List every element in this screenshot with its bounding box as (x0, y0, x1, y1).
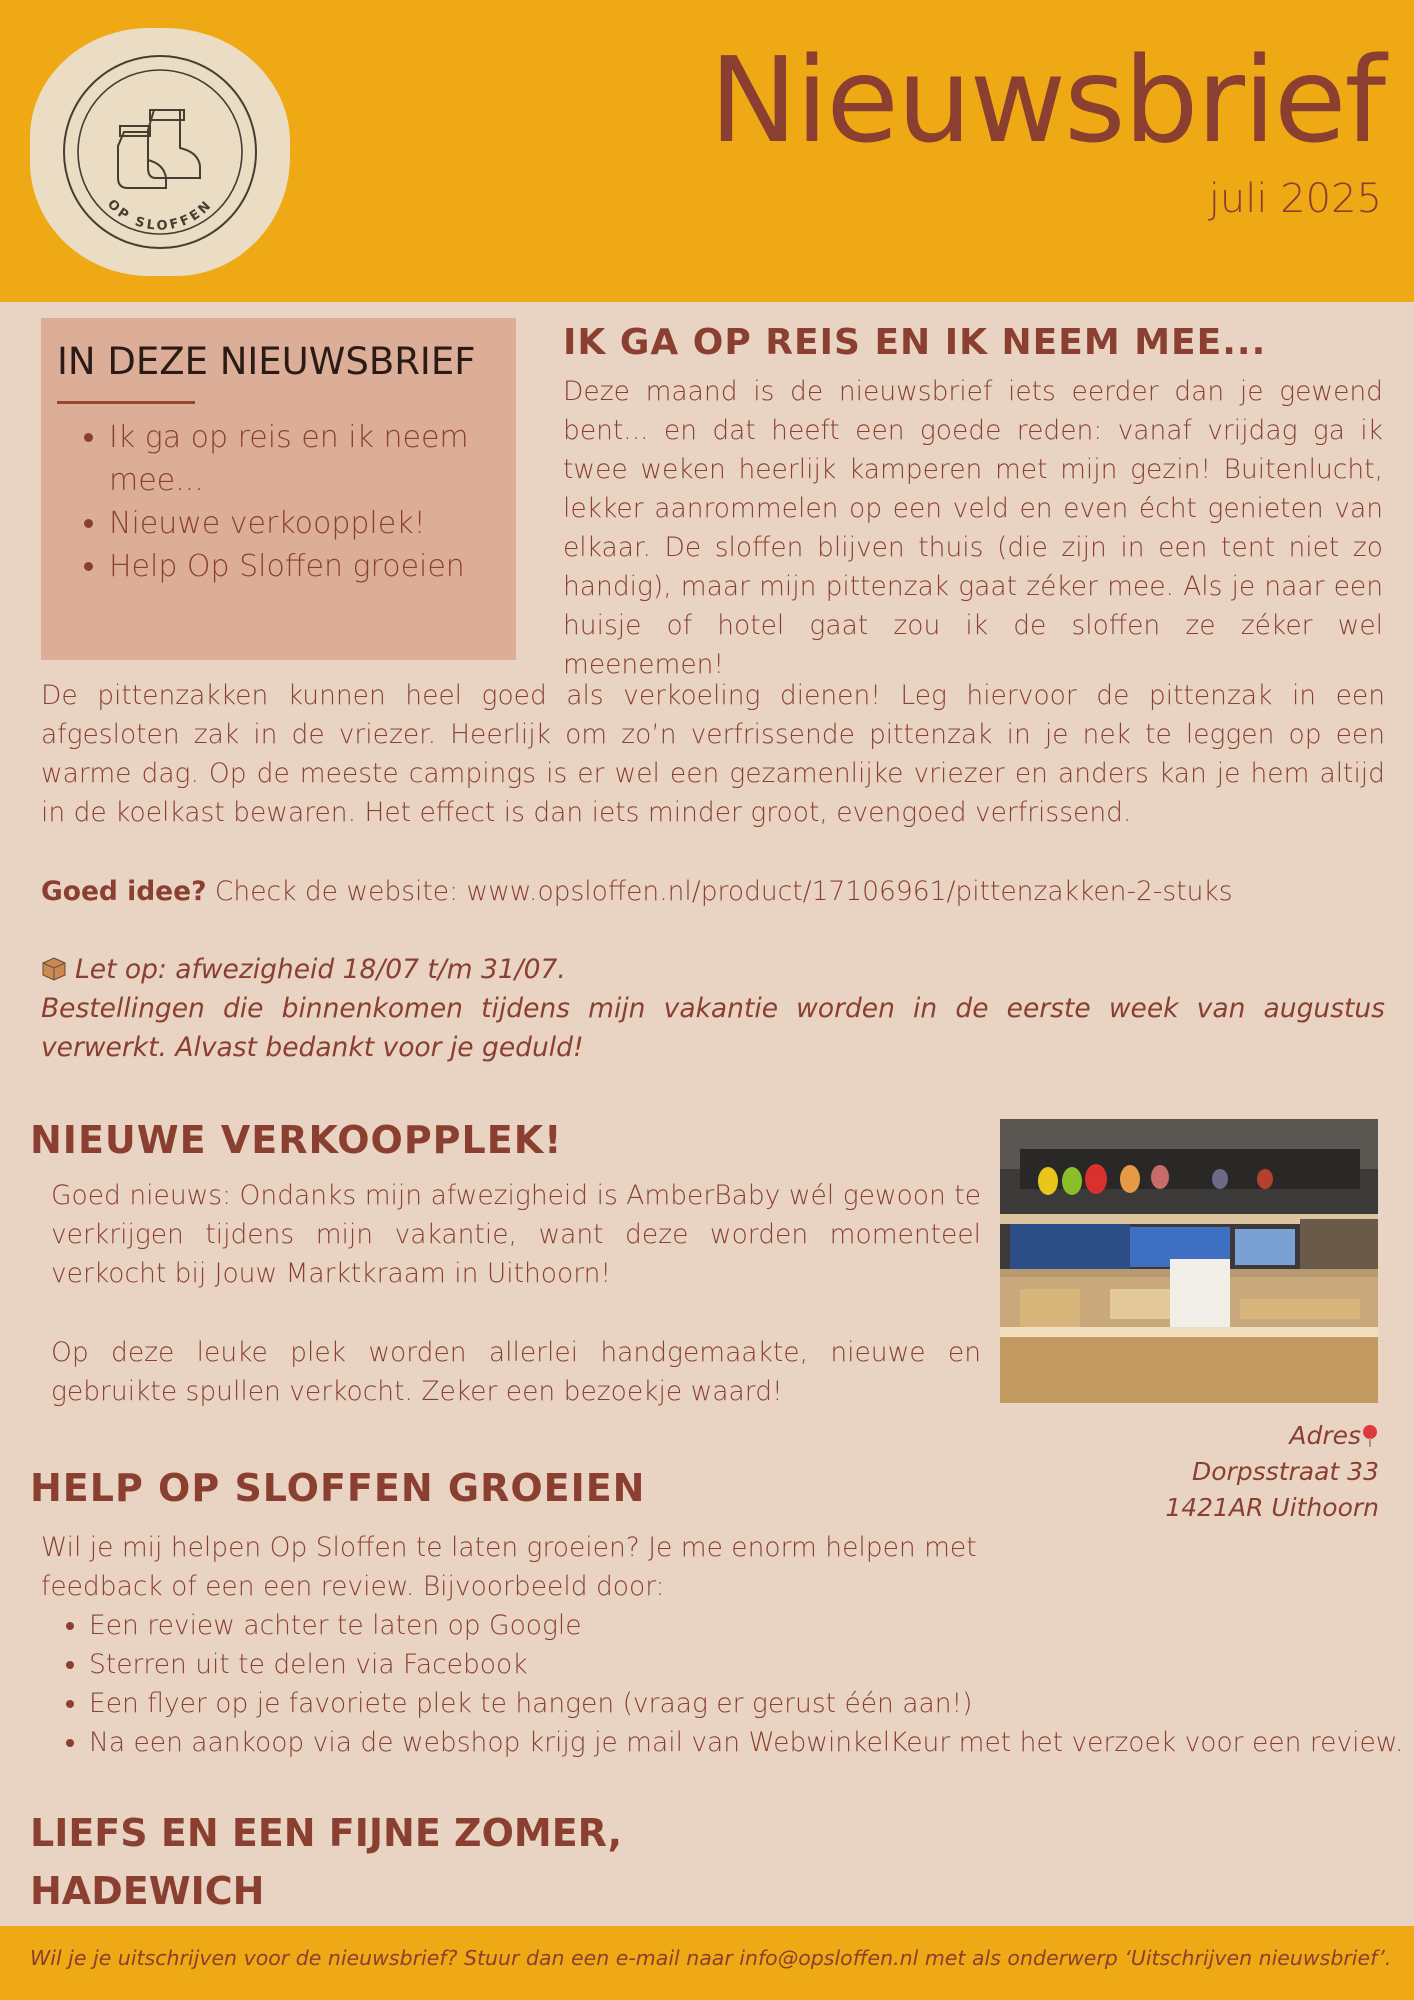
help-item: • Een review achter te laten op Google (89, 1606, 1414, 1645)
section-intro: Deze maand is de nieuwsbrief iets eerder dan je gewend bent... en dat heeft een goede reden: vanaf vrijdag ga ik twee weken heerlijk kamperen met mijn gezin! Buitenlucht, lekker aanrommelen op een veld en even écht genieten van elkaar. De sloffen blijven thuis (die zijn in een tent niet zo handig), maar mijn pittenzak gaat zéker mee. Als je naar een huisje of hotel gaat zou ik de sloffen ze zéker wel meenemen! (563, 376, 1383, 680)
closing-signature (30, 1804, 622, 1920)
tip-label: Goed idee? (41, 876, 207, 907)
section-body: De pittenzakken kunnen heel goed als verkoeling dienen! Leg hiervoor de pittenzak in een afgesloten zak in de vriezer. Heerlijk om zo’n verfrissende pittenzak in je nek te leggen op een warme dag. Op de meeste campings is er wel een gezamenlijke vriezer en anders kan je hem altijd in de koelkast bewaren. Het effect is dan iets minder groot, evengoed verfrissend. (41, 680, 1385, 828)
toc-box (41, 318, 516, 660)
address-street: Dorpsstraat 33 (1191, 1457, 1379, 1486)
svg-text:OP SLOFFEN: OP SLOFFEN (104, 196, 216, 234)
store-paragraph-2: Op deze leuke plek worden allerlei handgemaakte, nieuwe en gebruikte spullen verkocht. Zeker een bezoekje waard! (51, 1337, 981, 1407)
help-item: • Na een aankoop via de webshop krijg je mail van WebwinkelKeur met het verzoek voor een review. (89, 1723, 1414, 1762)
page-title: Nieuwsbrief (709, 31, 1384, 169)
tip-link[interactable]: Check de website: www.opsloffen.nl/product/17106961/pittenzakken-2-stuks (206, 876, 1233, 907)
help-item: • Sterren uit te delen via Facebook (89, 1645, 1414, 1684)
footer (0, 1926, 1414, 2000)
toc-list (57, 416, 549, 588)
toc-title: IN DEZE NIEUWSBRIEF (57, 340, 476, 383)
notice (41, 950, 1385, 1067)
help-item: • Een flyer op je favoriete plek te hangen (vraag er gerust één aan!) (89, 1684, 1414, 1723)
store-paragraph-1: Goed nieuws: Ondanks mijn afwezigheid is AmberBaby wél gewoon te verkrijgen tijdens mijn vakantie, want deze worden momenteel verkocht bij Jouw Marktkraam in Uithoorn! (51, 1180, 981, 1289)
closing-line: LIEFS EN EEN FIJNE ZOMER, (30, 1811, 623, 1855)
section-heading-help: HELP OP SLOFFEN GROEIEN (30, 1466, 646, 1510)
notice-text: Bestellingen die binnenkomen tijdens mijn vakantie worden in de eerste week van augustus verwerkt. Alvast bedankt voor je geduld! (41, 993, 1385, 1063)
market-stall-photo (1000, 1119, 1378, 1403)
notice-title: Let op: afwezigheid 18/07 t/m 31/07. (75, 954, 566, 985)
issue-date: juli 2025 (1208, 176, 1382, 222)
help-intro: Wil je mij helpen Op Sloffen te laten groeien? Je me enorm helpen met feedback of een een review. Bijvoorbeeld door: (41, 1532, 977, 1602)
toc-item: • Ik ga op reis en ik neem mee... (109, 416, 549, 502)
tip-paragraph (41, 872, 1385, 911)
signature-name: HADEWICH (30, 1869, 265, 1913)
slipper-logo-icon (30, 28, 290, 276)
map-pin-icon (1361, 1424, 1379, 1448)
section-heading-travel: IK GA OP REIS EN IK NEEM MEE... (563, 322, 1267, 363)
toc-item: • Nieuwe verkoopplek! (109, 502, 549, 545)
toc-item: • Help Op Sloffen groeien (109, 545, 549, 588)
address-label: Adres (1289, 1421, 1361, 1450)
unsubscribe-text: Wil je je uitschrijven voor de nieuwsbrief? Stuur dan een e-mail naar info@opsloffen.nl met als onderwerp ‘Uitschrijven nieuwsbrief’. (30, 1946, 1392, 1970)
logo (30, 28, 290, 276)
section-heading-store: NIEUWE VERKOOPPLEK! (30, 1118, 563, 1162)
store-address (1165, 1418, 1379, 1526)
package-icon (41, 956, 67, 982)
address-city: 1421AR Uithoorn (1165, 1493, 1379, 1522)
help-list (41, 1606, 1414, 1762)
header-banner (0, 0, 1414, 302)
toc-divider (57, 401, 195, 404)
